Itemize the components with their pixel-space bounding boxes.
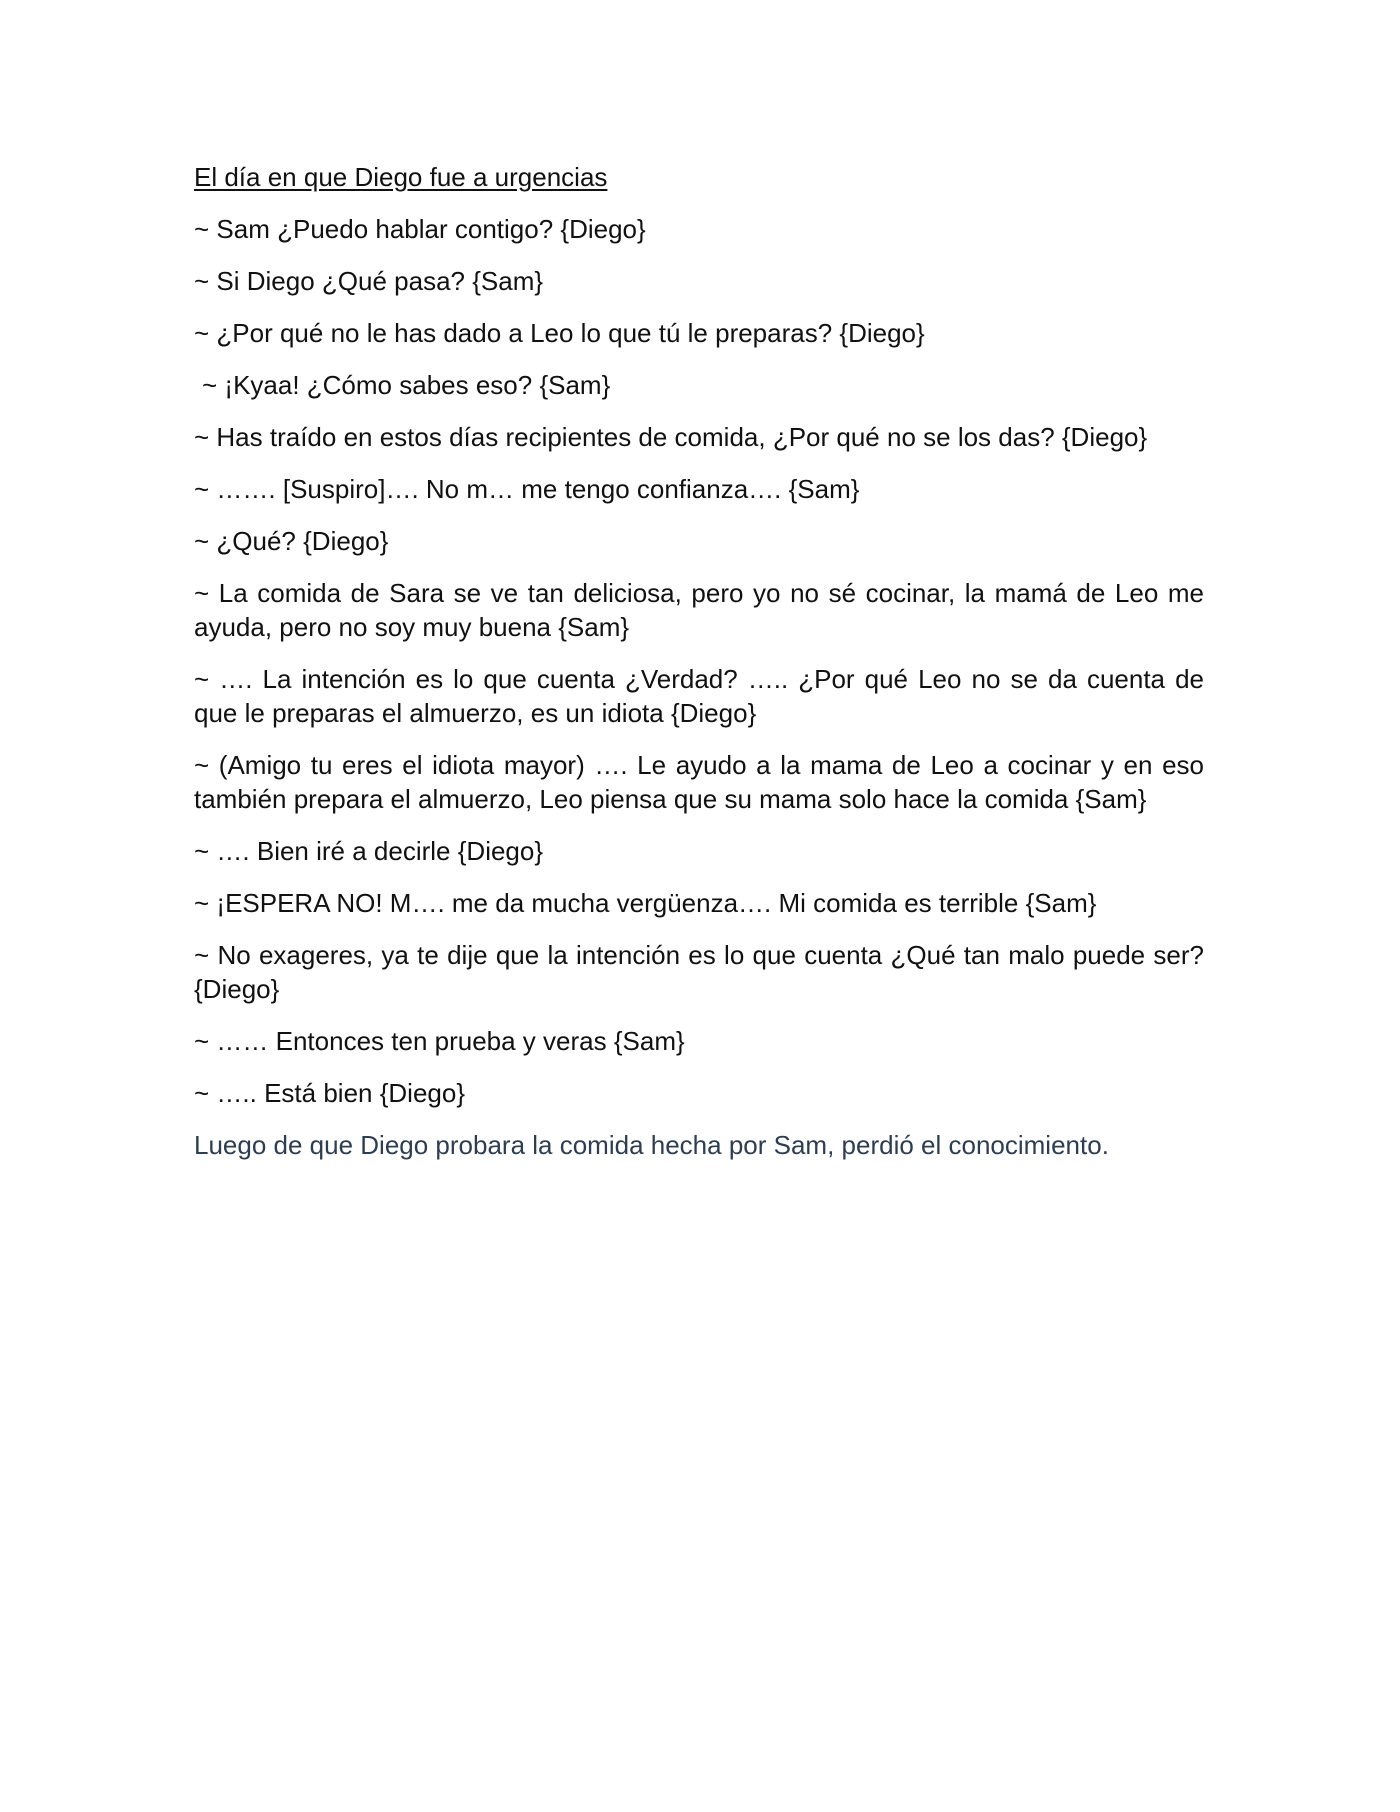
document-page	[194, 160, 1204, 1162]
dialogue-line: ~ ¡ESPERA NO! M…. me da mucha vergüenza…. Mi comida es terrible {Sam}	[194, 888, 1097, 918]
dialogue-line: ~ ¿Qué? {Diego}	[194, 526, 389, 556]
dialogue-line: ~ No exageres, ya te dije que la intención es lo que cuenta ¿Qué tan malo puede ser? {Diego}	[194, 940, 1204, 1004]
dialogue-line: ~ (Amigo tu eres el idiota mayor) …. Le ayudo a la mama de Leo a cocinar y en eso también prepara el almuerzo, Leo piensa que su mama solo hace la comida {Sam}	[194, 750, 1204, 814]
dialogue-line: ~ ….. Está bien {Diego}	[194, 1078, 466, 1108]
dialogue-line: ~ Sam ¿Puedo hablar contigo? {Diego}	[194, 214, 646, 244]
dialogue-line: ~ La comida de Sara se ve tan deliciosa, pero yo no sé cocinar, la mamá de Leo me ayuda, pero no soy muy buena {Sam}	[194, 578, 1204, 642]
dialogue-line: ~ ¿Por qué no le has dado a Leo lo que tú le preparas? {Diego}	[194, 318, 925, 348]
dialogue-line: ~ Si Diego ¿Qué pasa? {Sam}	[194, 266, 544, 296]
dialogue-line: ~ …. Bien iré a decirle {Diego}	[194, 836, 544, 866]
document-title: El día en que Diego fue a urgencias	[194, 162, 608, 192]
dialogue-line: ~ …… Entonces ten prueba y veras {Sam}	[194, 1026, 685, 1056]
closing-paragraph: Luego de que Diego probara la comida hecha por Sam, perdió el conocimiento.	[194, 1130, 1109, 1160]
dialogue-line: ~ Has traído en estos días recipientes de comida, ¿Por qué no se los das? {Diego}	[194, 422, 1148, 452]
dialogue-line: ~ ¡Kyaa! ¿Cómo sabes eso? {Sam}	[202, 370, 611, 400]
dialogue-line: ~ …. La intención es lo que cuenta ¿Verdad? ….. ¿Por qué Leo no se da cuenta de que le preparas el almuerzo, es un idiota {Diego}	[194, 664, 1204, 728]
dialogue-line: ~ ……. [Suspiro]…. No m… me tengo confianza…. {Sam}	[194, 474, 860, 504]
